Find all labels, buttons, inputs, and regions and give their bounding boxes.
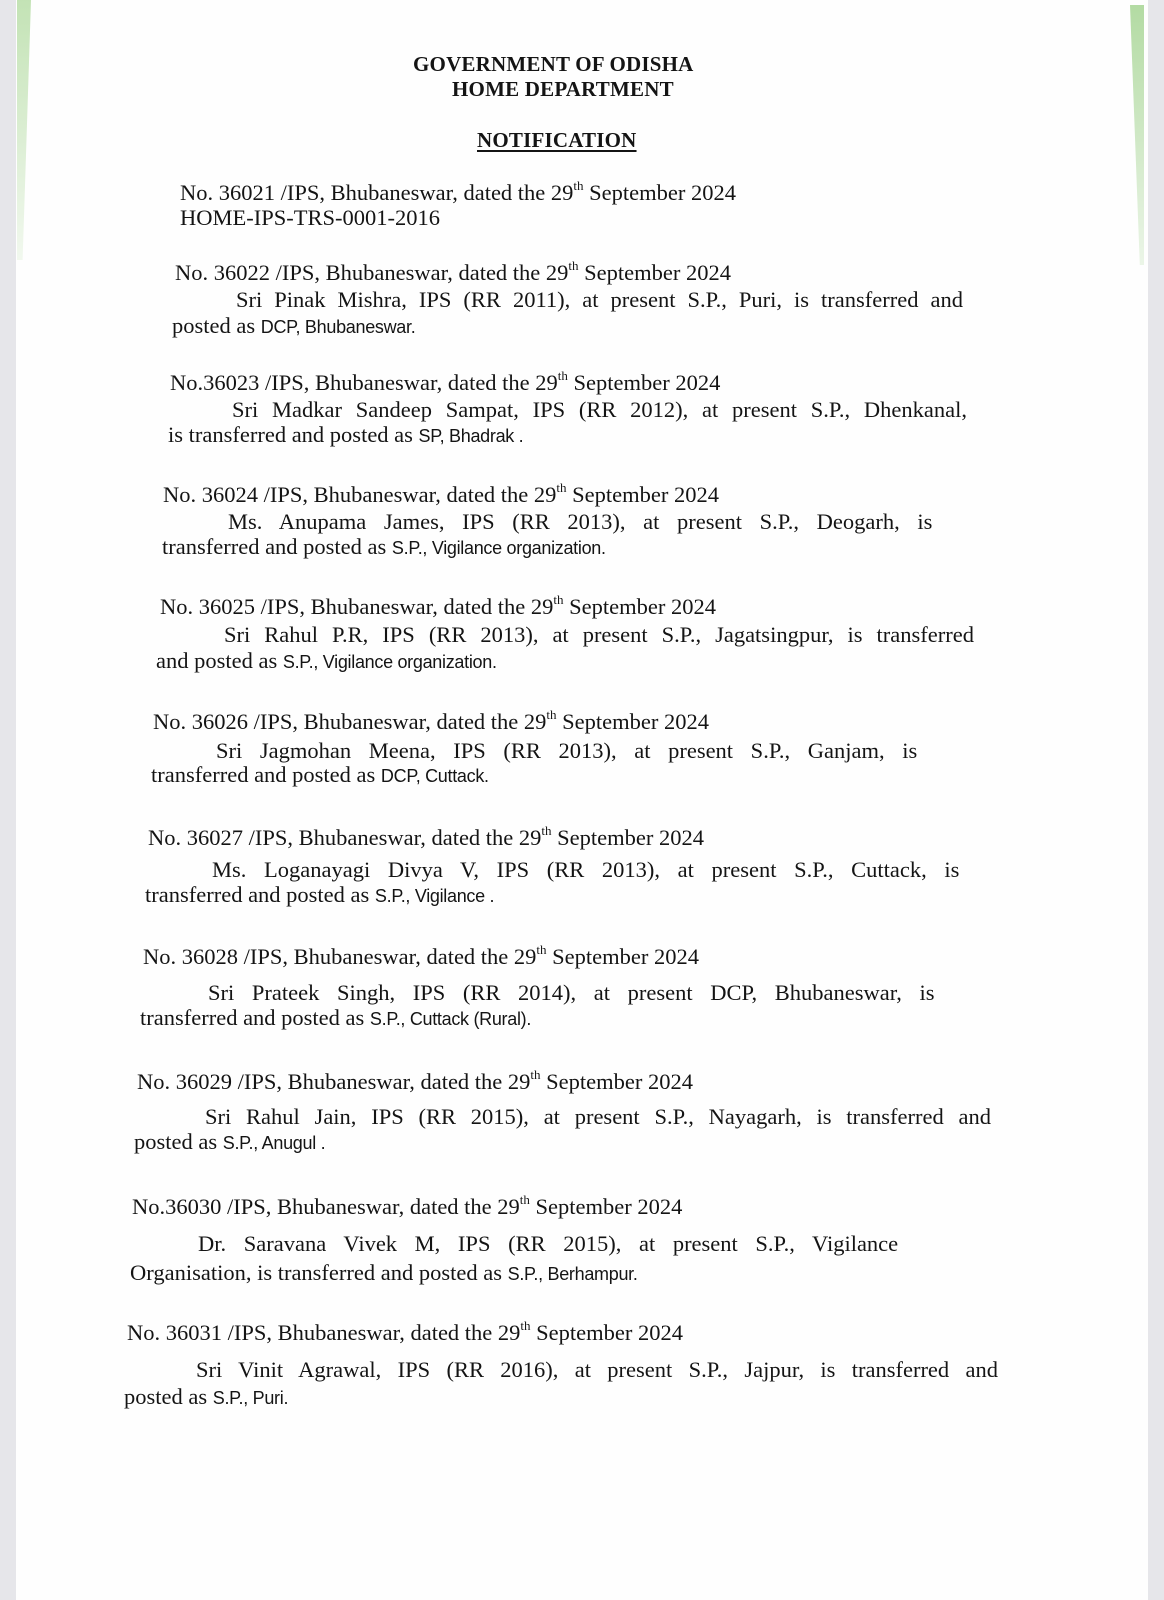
notification-number: No. 36024 /IPS, Bhubaneswar, dated the (163, 482, 534, 507)
date-day: 29 (545, 260, 569, 285)
notification-number: No. 36028 /IPS, Bhubaneswar, dated the (143, 944, 514, 969)
order-body-line: Dr. Saravana Vivek M, IPS (RR 2015), at present S.P., Vigilance (198, 1231, 899, 1256)
order-posting-line (151, 762, 489, 788)
file-reference: HOME-IPS-TRS-0001-2016 (180, 205, 441, 230)
order-number-line (175, 260, 731, 286)
notification-number: No. 36029 /IPS, Bhubaneswar, dated the (137, 1069, 508, 1094)
department-heading: HOME DEPARTMENT (452, 77, 674, 101)
posting-destination: S.P., Vigilance . (374, 886, 495, 906)
date-month-year: September 2024 (563, 594, 717, 619)
intro-number-line (180, 180, 736, 206)
order-number-line (163, 482, 719, 508)
date-month-year: September 2024 (578, 260, 732, 285)
date-month-year: September 2024 (530, 1320, 684, 1345)
posting-text: posted as (134, 1129, 223, 1154)
order-body-line: Sri Prateek Singh, IPS (RR 2014), at present DCP, Bhubaneswar, is (208, 980, 935, 1005)
date-suffix: th (556, 480, 567, 495)
posting-destination: S.P., Berhampur. (507, 1264, 638, 1284)
date-day: 29 (507, 1069, 531, 1094)
order-body-line: Sri Rahul P.R, IPS (RR 2013), at present S.P., Jagatsingpur, is transferred (224, 622, 974, 647)
date-day: 29 (513, 944, 537, 969)
date-suffix: th (541, 823, 552, 838)
order-body-line: Sri Madkar Sandeep Sampat, IPS (RR 2012), at present S.P., Dhenkanal, (232, 397, 967, 422)
notification-number: No.36030 /IPS, Bhubaneswar, dated the (132, 1194, 498, 1219)
posting-text: transferred and posted as (140, 1005, 370, 1030)
order-posting-line (145, 882, 494, 908)
posting-destination: S.P., Cuttack (Rural). (369, 1009, 532, 1029)
posting-destination: DCP, Bhubaneswar. (260, 317, 416, 337)
order-body-line: Sri Pinak Mishra, IPS (RR 2011), at present S.P., Puri, is transferred and (236, 287, 963, 312)
posting-text: posted as (124, 1384, 213, 1409)
posting-destination: SP, Bhadrak . (418, 426, 524, 446)
posting-text: transferred and posted as (151, 762, 381, 787)
order-body-line: Sri Jagmohan Meena, IPS (RR 2013), at present S.P., Ganjam, is (216, 738, 918, 763)
date-day: 29 (535, 370, 558, 395)
order-posting-line (162, 534, 606, 560)
order-body-line: Sri Rahul Jain, IPS (RR 2015), at present S.P., Nayagarh, is transferred and (205, 1104, 991, 1129)
notification-number: No. 36026 /IPS, Bhubaneswar, dated the (153, 709, 524, 734)
posting-destination: S.P., Vigilance organization. (282, 652, 497, 672)
date-day: 29 (530, 594, 554, 619)
notification-number: No. 36022 /IPS, Bhubaneswar, dated the (175, 260, 546, 285)
notification-number: No. 36031 /IPS, Bhubaneswar, dated the (127, 1320, 498, 1345)
order-posting-line (140, 1005, 531, 1031)
date-day: 29 (550, 180, 574, 205)
order-posting-line (172, 313, 415, 339)
date-month-year: September 2024 (567, 370, 721, 395)
order-body-line: Ms. Loganayagi Divya V, IPS (RR 2013), at present S.P., Cuttack, is (212, 857, 960, 882)
order-posting-line (168, 422, 523, 448)
date-suffix: th (553, 592, 564, 607)
posting-destination: S.P., Vigilance organization. (391, 538, 606, 558)
date-day: 29 (497, 1194, 520, 1219)
date-month-year: September 2024 (540, 1069, 694, 1094)
date-day: 29 (518, 825, 542, 850)
posting-text: is transferred and posted as (168, 422, 419, 447)
date-day: 29 (533, 482, 557, 507)
order-number-line (170, 370, 720, 396)
posting-text: and posted as (156, 648, 283, 673)
date-day: 29 (523, 709, 547, 734)
date-month-year: September 2024 (556, 709, 710, 734)
posting-text: transferred and posted as (145, 882, 375, 907)
order-number-line (132, 1194, 682, 1220)
date-suffix: th (573, 178, 584, 193)
posting-text: posted as (172, 313, 261, 338)
government-heading: GOVERNMENT OF ODISHA (413, 52, 694, 76)
posting-destination: DCP, Cuttack. (380, 766, 489, 786)
order-posting-line (156, 648, 497, 674)
order-number-line (137, 1069, 693, 1095)
notification-number: No. 36025 /IPS, Bhubaneswar, dated the (160, 594, 531, 619)
order-number-line (153, 709, 709, 735)
date-day: 29 (497, 1320, 521, 1345)
notification-number: No.36023 /IPS, Bhubaneswar, dated the (170, 370, 536, 395)
notification-number: No. 36021 /IPS, Bhubaneswar, dated the (180, 180, 551, 205)
posting-text: Organisation, is transferred and posted as (130, 1260, 508, 1285)
posting-destination: S.P., Anugul . (222, 1133, 326, 1153)
date-suffix: th (536, 942, 547, 957)
posting-destination: S.P., Puri. (212, 1388, 289, 1408)
order-body-line: Ms. Anupama James, IPS (RR 2013), at present S.P., Deogarh, is (228, 509, 933, 534)
order-number-line (160, 594, 716, 620)
date-suffix: th (546, 707, 557, 722)
order-number-line (148, 825, 704, 851)
date-suffix: th (568, 258, 579, 273)
date-month-year: September 2024 (551, 825, 705, 850)
date-month-year: September 2024 (583, 180, 737, 205)
date-month-year: September 2024 (566, 482, 720, 507)
order-posting-line (130, 1260, 638, 1286)
order-number-line (127, 1320, 683, 1346)
order-number-line (143, 944, 699, 970)
date-suffix: th (557, 368, 568, 383)
date-suffix: th (519, 1192, 530, 1207)
date-month-year: September 2024 (546, 944, 700, 969)
order-posting-line (134, 1129, 325, 1155)
date-month-year: September 2024 (529, 1194, 683, 1219)
notification-title: NOTIFICATION (477, 128, 637, 152)
order-body-line: Sri Vinit Agrawal, IPS (RR 2016), at present S.P., Jajpur, is transferred and (196, 1357, 998, 1382)
order-posting-line (124, 1384, 288, 1410)
posting-text: transferred and posted as (162, 534, 392, 559)
date-suffix: th (530, 1067, 541, 1082)
date-suffix: th (520, 1318, 531, 1333)
notification-number: No. 36027 /IPS, Bhubaneswar, dated the (148, 825, 519, 850)
